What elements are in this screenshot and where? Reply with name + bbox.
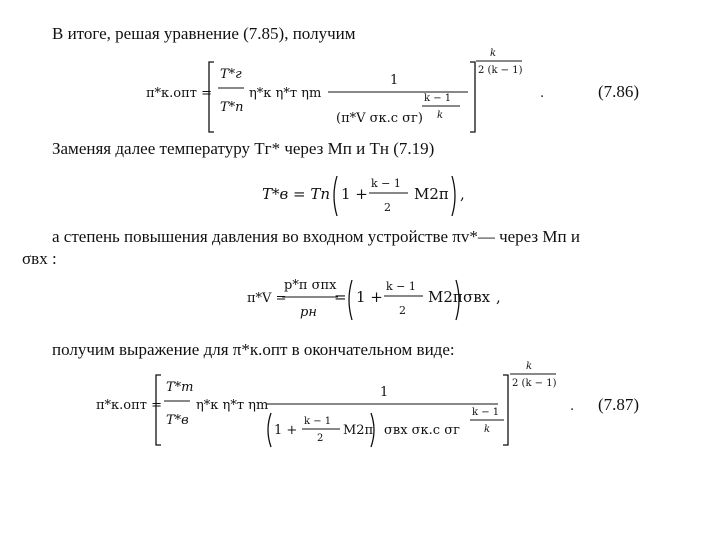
equation-number-787: (7.87) [598, 395, 640, 414]
paragraph-replace-temperature: Заменяя далее температуру Tг* через Мп и Tн (7.19) [52, 139, 435, 158]
eq787-left-paren [268, 413, 271, 447]
equation-787 [96, 361, 574, 447]
eq-tv-right-paren [452, 176, 455, 216]
paragraph-pressure-ratio: а степень повышения давления во входном устройстве πv*— через Мп и [52, 227, 580, 246]
eq786-num-temperature: T*г [220, 67, 242, 82]
eq786-outer-exp-den: 2 (k − 1) [478, 65, 523, 76]
eq-pv-mach: M2п [428, 288, 463, 306]
paragraph-pressure-ratio-cont: σвх : [22, 249, 57, 268]
eq787-inner-exp-num: k − 1 [472, 407, 500, 418]
eq787-frac-numerator: 1 [380, 385, 389, 400]
eq-tv-frac-den: 2 [384, 201, 391, 214]
eq786-inner-exp-den: k [437, 110, 444, 121]
equation-number-786: (7.86) [598, 82, 640, 101]
eq-pv-frac-den: 2 [399, 304, 406, 317]
paragraph-intro: В итоге, решая уравнение (7.85), получим [52, 24, 356, 43]
eq786-frac-numerator: 1 [390, 73, 399, 88]
eq-tv-one-plus: 1 + [341, 185, 368, 203]
eq-pv-sigma: σвх [463, 288, 491, 306]
eq-tv-left-paren [334, 176, 337, 216]
eq787-lhs: π*к.опт = [96, 398, 163, 413]
eq787-one-plus: 1 + [274, 423, 298, 438]
eq787-kfrac-num: k − 1 [304, 416, 332, 427]
eq-pv-one-plus: 1 + [356, 288, 383, 306]
eq787-dot: . [570, 399, 575, 414]
eq787-right-bracket [503, 375, 508, 445]
eq-pv-numerator: p*п σпх [284, 278, 337, 293]
eq786-dot: . [540, 86, 545, 101]
eq787-mach: M2п [343, 423, 374, 438]
eq-pv-frac-num: k − 1 [386, 280, 416, 293]
paragraph-final-form: получим выражение для π*к.опт в окончательном виде: [52, 340, 455, 359]
eq-pv-lhs: π*V = [247, 291, 287, 306]
eq-pv-comma: , [496, 288, 501, 306]
eq786-right-bracket [470, 62, 475, 132]
equation-pressure-ratio [247, 278, 501, 320]
eq786-etas: η*к η*т ηm [249, 86, 322, 101]
eq-pv-left-paren [349, 280, 352, 320]
eq787-num-temperature: T*т [166, 380, 194, 395]
eq-tv-comma: , [460, 185, 465, 203]
equation-786 [146, 48, 544, 132]
eq787-inner-exp-den: k [484, 424, 491, 435]
eq786-lhs: π*к.опт = [146, 86, 213, 101]
eq787-outer-exp-den: 2 (k − 1) [512, 378, 557, 389]
eq787-kfrac-den: 2 [317, 433, 324, 444]
eq787-sigmas: σвх σк.с σг [384, 423, 460, 438]
eq786-inner-exp-num: k − 1 [424, 93, 452, 104]
eq-tv-lhs: T*в = Tп [262, 185, 331, 203]
eq-pv-denominator: pн [300, 305, 317, 320]
eq-tv-mach: M2п [414, 185, 449, 203]
eq787-etas: η*к η*т ηm [196, 398, 269, 413]
eq787-den-temperature: T*в [166, 413, 189, 428]
equation-total-temperature [262, 176, 465, 216]
eq787-outer-exp-num: k [526, 361, 533, 372]
eq-pv-equals: = [334, 288, 347, 306]
eq786-frac-denominator: (π*V σк.с σг) [336, 111, 423, 126]
eq-tv-frac-num: k − 1 [371, 177, 401, 190]
eq786-den-temperature: T*п [220, 100, 244, 115]
eq786-outer-exp-num: k [490, 48, 497, 59]
